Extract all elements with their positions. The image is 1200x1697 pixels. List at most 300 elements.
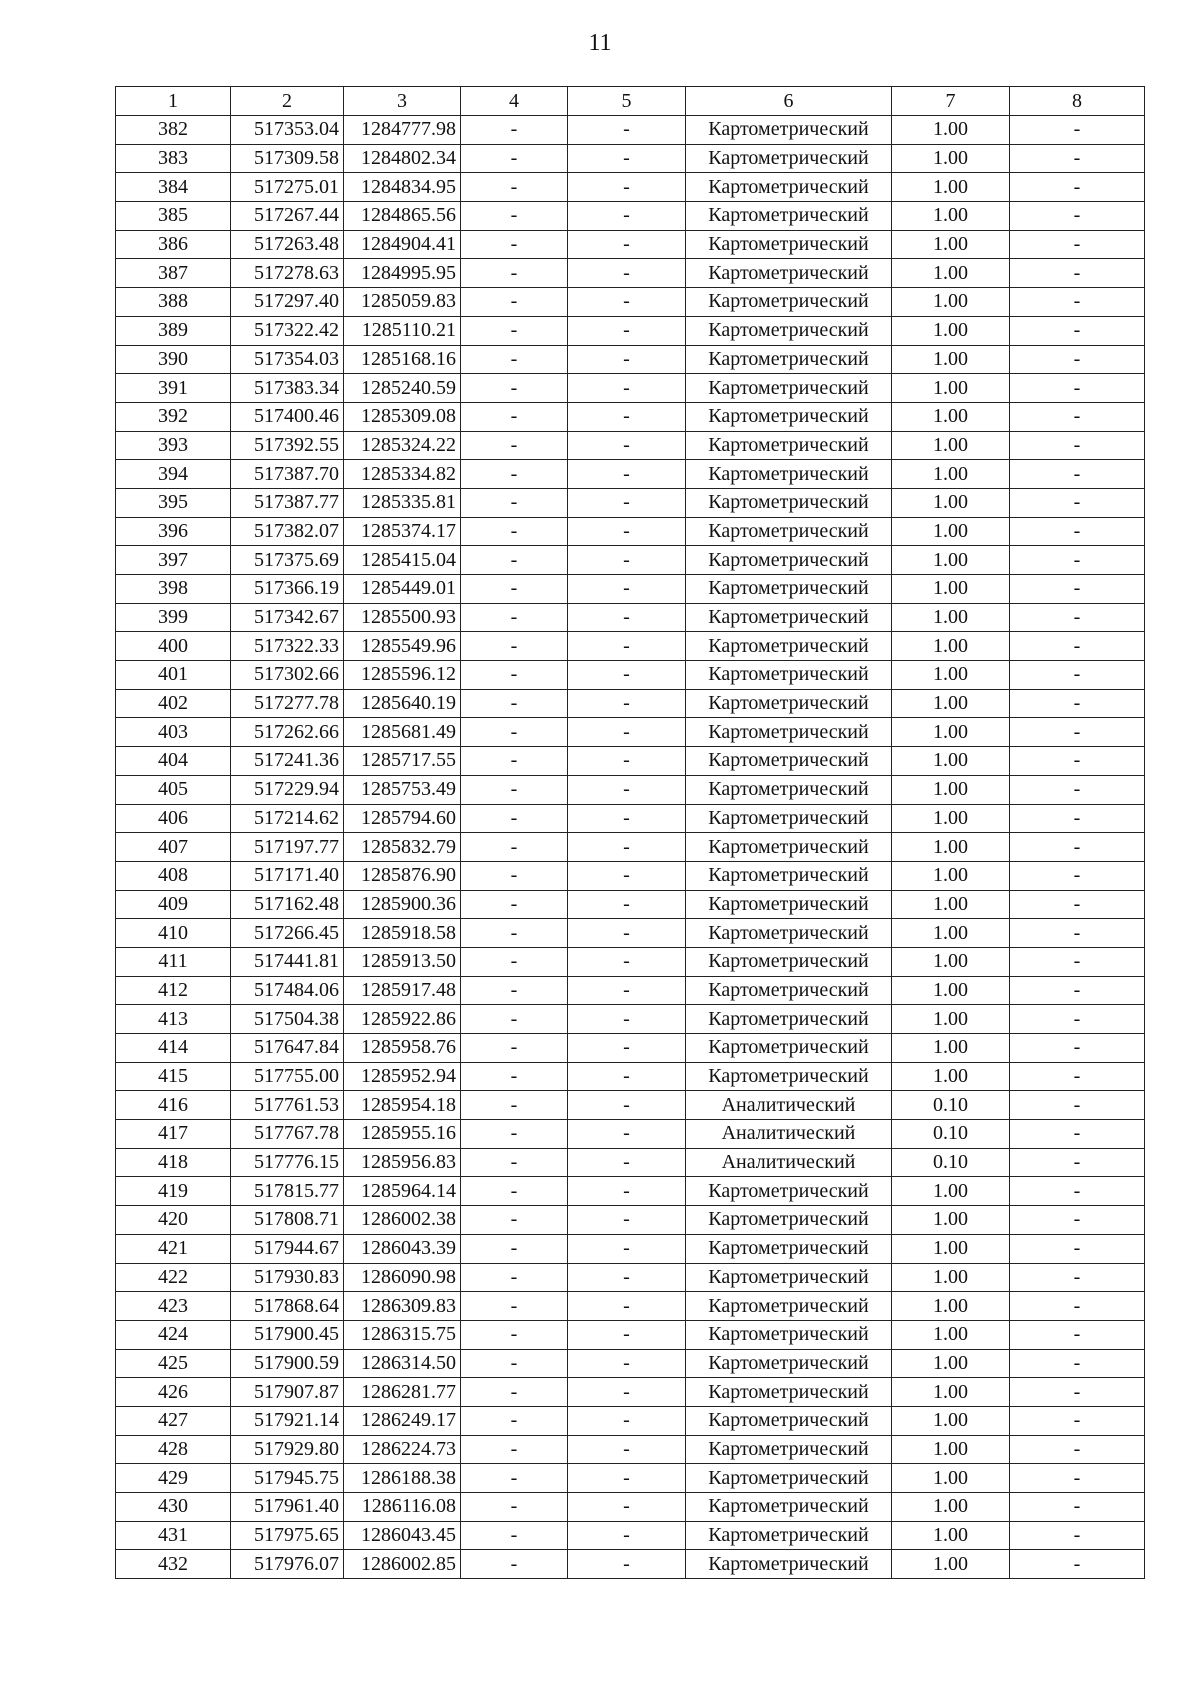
coord-x-cell: 517387.77 <box>231 488 344 517</box>
table-body <box>116 116 1145 1579</box>
coord-x-cell: 517900.45 <box>231 1320 344 1349</box>
coord-y-cell: 1284802.34 <box>344 144 461 173</box>
table-row <box>116 431 1145 460</box>
table-row <box>116 1005 1145 1034</box>
col8-value-cell: - <box>1010 1177 1145 1206</box>
accuracy-cell: 1.00 <box>892 890 1010 919</box>
table-row <box>116 1349 1145 1378</box>
col4-value-cell: - <box>461 1034 568 1063</box>
coord-x-cell: 517197.77 <box>231 833 344 862</box>
col8-value-cell: - <box>1010 144 1145 173</box>
col4-value-cell: - <box>461 546 568 575</box>
coord-x-cell: 517761.53 <box>231 1091 344 1120</box>
coord-y-cell: 1285334.82 <box>344 460 461 489</box>
col5-value-cell: - <box>568 259 686 288</box>
point-number-cell: 397 <box>116 546 231 575</box>
coord-y-cell: 1286281.77 <box>344 1378 461 1407</box>
method-cell: Картометрический <box>686 632 892 661</box>
col5-value-cell: - <box>568 1177 686 1206</box>
col4-value-cell: - <box>461 202 568 231</box>
coord-x-cell: 517907.87 <box>231 1378 344 1407</box>
method-cell: Картометрический <box>686 1406 892 1435</box>
coord-x-cell: 517214.62 <box>231 804 344 833</box>
col5-value-cell: - <box>568 603 686 632</box>
col8-value-cell: - <box>1010 1550 1145 1579</box>
col4-value-cell: - <box>461 1234 568 1263</box>
coord-x-cell: 517241.36 <box>231 747 344 776</box>
accuracy-cell: 1.00 <box>892 1177 1010 1206</box>
accuracy-cell: 1.00 <box>892 173 1010 202</box>
coord-x-cell: 517277.78 <box>231 689 344 718</box>
coord-y-cell: 1286090.98 <box>344 1263 461 1292</box>
col5-value-cell: - <box>568 431 686 460</box>
coord-x-cell: 517930.83 <box>231 1263 344 1292</box>
point-number-cell: 430 <box>116 1493 231 1522</box>
coord-y-cell: 1285954.18 <box>344 1091 461 1120</box>
col5-value-cell: - <box>568 861 686 890</box>
method-cell: Картометрический <box>686 288 892 317</box>
coord-x-cell: 517366.19 <box>231 575 344 604</box>
table-row <box>116 1464 1145 1493</box>
method-cell: Картометрический <box>686 575 892 604</box>
point-number-cell: 387 <box>116 259 231 288</box>
coord-x-cell: 517944.67 <box>231 1234 344 1263</box>
col4-value-cell: - <box>461 1292 568 1321</box>
point-number-cell: 420 <box>116 1206 231 1235</box>
coord-x-cell: 517755.00 <box>231 1062 344 1091</box>
coord-y-cell: 1286314.50 <box>344 1349 461 1378</box>
accuracy-cell: 1.00 <box>892 288 1010 317</box>
table-row <box>116 345 1145 374</box>
accuracy-cell: 0.10 <box>892 1091 1010 1120</box>
method-cell: Картометрический <box>686 775 892 804</box>
col8-value-cell: - <box>1010 1320 1145 1349</box>
method-cell: Картометрический <box>686 947 892 976</box>
col4-value-cell: - <box>461 460 568 489</box>
coord-y-cell: 1285794.60 <box>344 804 461 833</box>
col8-value-cell: - <box>1010 1406 1145 1435</box>
coord-x-cell: 517322.42 <box>231 316 344 345</box>
col4-value-cell: - <box>461 1521 568 1550</box>
point-number-cell: 422 <box>116 1263 231 1292</box>
table-row <box>116 1234 1145 1263</box>
accuracy-cell: 1.00 <box>892 431 1010 460</box>
col5-value-cell: - <box>568 488 686 517</box>
coord-y-cell: 1286043.39 <box>344 1234 461 1263</box>
coord-y-cell: 1285952.94 <box>344 1062 461 1091</box>
method-cell: Картометрический <box>686 316 892 345</box>
method-cell: Аналитический <box>686 1120 892 1149</box>
method-cell: Картометрический <box>686 1550 892 1579</box>
table-row <box>116 1148 1145 1177</box>
col4-value-cell: - <box>461 1005 568 1034</box>
accuracy-cell: 1.00 <box>892 1263 1010 1292</box>
coord-x-cell: 517504.38 <box>231 1005 344 1034</box>
coord-x-cell: 517309.58 <box>231 144 344 173</box>
col5-value-cell: - <box>568 689 686 718</box>
col4-value-cell: - <box>461 947 568 976</box>
col4-value-cell: - <box>461 1148 568 1177</box>
accuracy-cell: 1.00 <box>892 1378 1010 1407</box>
coord-x-cell: 517776.15 <box>231 1148 344 1177</box>
method-cell: Картометрический <box>686 1349 892 1378</box>
col5-value-cell: - <box>568 775 686 804</box>
coord-x-cell: 517342.67 <box>231 603 344 632</box>
col5-value-cell: - <box>568 1550 686 1579</box>
col5-value-cell: - <box>568 316 686 345</box>
coord-y-cell: 1284777.98 <box>344 116 461 145</box>
col8-value-cell: - <box>1010 861 1145 890</box>
coord-x-cell: 517808.71 <box>231 1206 344 1235</box>
col8-value-cell: - <box>1010 1349 1145 1378</box>
coord-y-cell: 1285500.93 <box>344 603 461 632</box>
col4-value-cell: - <box>461 431 568 460</box>
accuracy-cell: 1.00 <box>892 1435 1010 1464</box>
point-number-cell: 414 <box>116 1034 231 1063</box>
col5-value-cell: - <box>568 288 686 317</box>
coord-y-cell: 1285374.17 <box>344 517 461 546</box>
col4-value-cell: - <box>461 173 568 202</box>
point-number-cell: 388 <box>116 288 231 317</box>
col8-value-cell: - <box>1010 661 1145 690</box>
table-row <box>116 1263 1145 1292</box>
table-row <box>116 1091 1145 1120</box>
coord-y-cell: 1285955.16 <box>344 1120 461 1149</box>
col8-value-cell: - <box>1010 259 1145 288</box>
col4-value-cell: - <box>461 1091 568 1120</box>
method-cell: Картометрический <box>686 1062 892 1091</box>
col8-value-cell: - <box>1010 1120 1145 1149</box>
col5-value-cell: - <box>568 116 686 145</box>
method-cell: Картометрический <box>686 144 892 173</box>
col5-value-cell: - <box>568 1034 686 1063</box>
accuracy-cell: 1.00 <box>892 1550 1010 1579</box>
point-number-cell: 400 <box>116 632 231 661</box>
col4-value-cell: - <box>461 1320 568 1349</box>
table-row <box>116 316 1145 345</box>
method-cell: Картометрический <box>686 345 892 374</box>
col4-value-cell: - <box>461 718 568 747</box>
col5-value-cell: - <box>568 517 686 546</box>
coord-x-cell: 517921.14 <box>231 1406 344 1435</box>
coord-x-cell: 517229.94 <box>231 775 344 804</box>
col5-value-cell: - <box>568 1378 686 1407</box>
col8-value-cell: - <box>1010 431 1145 460</box>
method-cell: Картометрический <box>686 890 892 919</box>
col4-value-cell: - <box>461 804 568 833</box>
col4-value-cell: - <box>461 316 568 345</box>
column-header: 8 <box>1010 87 1145 116</box>
point-number-cell: 413 <box>116 1005 231 1034</box>
coord-y-cell: 1286002.85 <box>344 1550 461 1579</box>
col4-value-cell: - <box>461 919 568 948</box>
point-number-cell: 384 <box>116 173 231 202</box>
point-number-cell: 406 <box>116 804 231 833</box>
point-number-cell: 385 <box>116 202 231 231</box>
col5-value-cell: - <box>568 345 686 374</box>
method-cell: Картометрический <box>686 460 892 489</box>
table-row <box>116 1550 1145 1579</box>
accuracy-cell: 1.00 <box>892 1521 1010 1550</box>
coord-y-cell: 1286309.83 <box>344 1292 461 1321</box>
point-number-cell: 421 <box>116 1234 231 1263</box>
col4-value-cell: - <box>461 833 568 862</box>
col5-value-cell: - <box>568 919 686 948</box>
method-cell: Картометрический <box>686 1435 892 1464</box>
col8-value-cell: - <box>1010 546 1145 575</box>
col5-value-cell: - <box>568 632 686 661</box>
point-number-cell: 411 <box>116 947 231 976</box>
col8-value-cell: - <box>1010 402 1145 431</box>
coord-x-cell: 517900.59 <box>231 1349 344 1378</box>
accuracy-cell: 1.00 <box>892 116 1010 145</box>
coord-x-cell: 517266.45 <box>231 919 344 948</box>
col5-value-cell: - <box>568 1091 686 1120</box>
point-number-cell: 410 <box>116 919 231 948</box>
table-row <box>116 288 1145 317</box>
col4-value-cell: - <box>461 661 568 690</box>
point-number-cell: 428 <box>116 1435 231 1464</box>
coord-x-cell: 517354.03 <box>231 345 344 374</box>
coord-y-cell: 1285913.50 <box>344 947 461 976</box>
method-cell: Картометрический <box>686 833 892 862</box>
table-row <box>116 575 1145 604</box>
col5-value-cell: - <box>568 575 686 604</box>
coord-y-cell: 1285681.49 <box>344 718 461 747</box>
point-number-cell: 418 <box>116 1148 231 1177</box>
accuracy-cell: 1.00 <box>892 517 1010 546</box>
accuracy-cell: 1.00 <box>892 1406 1010 1435</box>
accuracy-cell: 1.00 <box>892 947 1010 976</box>
coord-x-cell: 517278.63 <box>231 259 344 288</box>
coord-x-cell: 517353.04 <box>231 116 344 145</box>
accuracy-cell: 1.00 <box>892 661 1010 690</box>
col5-value-cell: - <box>568 833 686 862</box>
col5-value-cell: - <box>568 1120 686 1149</box>
method-cell: Картометрический <box>686 1493 892 1522</box>
col4-value-cell: - <box>461 345 568 374</box>
accuracy-cell: 1.00 <box>892 488 1010 517</box>
point-number-cell: 398 <box>116 575 231 604</box>
method-cell: Картометрический <box>686 976 892 1005</box>
col4-value-cell: - <box>461 603 568 632</box>
col8-value-cell: - <box>1010 1206 1145 1235</box>
col8-value-cell: - <box>1010 1148 1145 1177</box>
col4-value-cell: - <box>461 1120 568 1149</box>
coord-y-cell: 1285958.76 <box>344 1034 461 1063</box>
table-row <box>116 747 1145 776</box>
column-header: 5 <box>568 87 686 116</box>
method-cell: Картометрический <box>686 1521 892 1550</box>
coord-x-cell: 517975.65 <box>231 1521 344 1550</box>
col4-value-cell: - <box>461 1263 568 1292</box>
col4-value-cell: - <box>461 1378 568 1407</box>
point-number-cell: 395 <box>116 488 231 517</box>
method-cell: Картометрический <box>686 1378 892 1407</box>
coord-y-cell: 1285110.21 <box>344 316 461 345</box>
method-cell: Картометрический <box>686 689 892 718</box>
coord-y-cell: 1285168.16 <box>344 345 461 374</box>
col5-value-cell: - <box>568 1148 686 1177</box>
col8-value-cell: - <box>1010 230 1145 259</box>
accuracy-cell: 1.00 <box>892 546 1010 575</box>
accuracy-cell: 1.00 <box>892 861 1010 890</box>
point-number-cell: 393 <box>116 431 231 460</box>
coord-x-cell: 517647.84 <box>231 1034 344 1063</box>
point-number-cell: 396 <box>116 517 231 546</box>
point-number-cell: 417 <box>116 1120 231 1149</box>
method-cell: Картометрический <box>686 431 892 460</box>
method-cell: Картометрический <box>686 116 892 145</box>
col5-value-cell: - <box>568 661 686 690</box>
accuracy-cell: 1.00 <box>892 1062 1010 1091</box>
coord-y-cell: 1285596.12 <box>344 661 461 690</box>
column-header: 6 <box>686 87 892 116</box>
col8-value-cell: - <box>1010 1378 1145 1407</box>
point-number-cell: 382 <box>116 116 231 145</box>
col5-value-cell: - <box>568 202 686 231</box>
col8-value-cell: - <box>1010 288 1145 317</box>
method-cell: Аналитический <box>686 1091 892 1120</box>
point-number-cell: 392 <box>116 402 231 431</box>
col5-value-cell: - <box>568 804 686 833</box>
col8-value-cell: - <box>1010 804 1145 833</box>
table-header-row <box>116 87 1145 116</box>
point-number-cell: 408 <box>116 861 231 890</box>
method-cell: Картометрический <box>686 1320 892 1349</box>
table-row <box>116 919 1145 948</box>
col5-value-cell: - <box>568 947 686 976</box>
col8-value-cell: - <box>1010 976 1145 1005</box>
col4-value-cell: - <box>461 976 568 1005</box>
method-cell: Картометрический <box>686 546 892 575</box>
col4-value-cell: - <box>461 775 568 804</box>
accuracy-cell: 0.10 <box>892 1120 1010 1149</box>
coord-x-cell: 517262.66 <box>231 718 344 747</box>
point-number-cell: 391 <box>116 374 231 403</box>
col5-value-cell: - <box>568 1406 686 1435</box>
col8-value-cell: - <box>1010 747 1145 776</box>
method-cell: Аналитический <box>686 1148 892 1177</box>
table-row <box>116 1493 1145 1522</box>
table-row <box>116 1378 1145 1407</box>
coord-y-cell: 1286315.75 <box>344 1320 461 1349</box>
coordinates-table <box>115 86 1145 1579</box>
accuracy-cell: 1.00 <box>892 603 1010 632</box>
col5-value-cell: - <box>568 1493 686 1522</box>
coord-x-cell: 517387.70 <box>231 460 344 489</box>
coord-x-cell: 517392.55 <box>231 431 344 460</box>
coord-x-cell: 517302.66 <box>231 661 344 690</box>
point-number-cell: 412 <box>116 976 231 1005</box>
col4-value-cell: - <box>461 374 568 403</box>
method-cell: Картометрический <box>686 1464 892 1493</box>
table-row <box>116 1292 1145 1321</box>
col5-value-cell: - <box>568 402 686 431</box>
table-row <box>116 144 1145 173</box>
table-row <box>116 402 1145 431</box>
table-row <box>116 1521 1145 1550</box>
col8-value-cell: - <box>1010 632 1145 661</box>
coord-x-cell: 517267.44 <box>231 202 344 231</box>
point-number-cell: 427 <box>116 1406 231 1435</box>
coord-y-cell: 1286116.08 <box>344 1493 461 1522</box>
accuracy-cell: 1.00 <box>892 632 1010 661</box>
col8-value-cell: - <box>1010 1062 1145 1091</box>
point-number-cell: 429 <box>116 1464 231 1493</box>
method-cell: Картометрический <box>686 661 892 690</box>
coord-y-cell: 1285832.79 <box>344 833 461 862</box>
col4-value-cell: - <box>461 230 568 259</box>
coord-x-cell: 517400.46 <box>231 402 344 431</box>
column-header: 4 <box>461 87 568 116</box>
coord-y-cell: 1285917.48 <box>344 976 461 1005</box>
col8-value-cell: - <box>1010 575 1145 604</box>
point-number-cell: 409 <box>116 890 231 919</box>
table-row <box>116 689 1145 718</box>
column-header: 2 <box>231 87 344 116</box>
coord-x-cell: 517484.06 <box>231 976 344 1005</box>
coord-y-cell: 1285956.83 <box>344 1148 461 1177</box>
col8-value-cell: - <box>1010 919 1145 948</box>
method-cell: Картометрический <box>686 402 892 431</box>
table-row <box>116 603 1145 632</box>
method-cell: Картометрический <box>686 1177 892 1206</box>
point-number-cell: 394 <box>116 460 231 489</box>
col5-value-cell: - <box>568 1320 686 1349</box>
col4-value-cell: - <box>461 288 568 317</box>
point-number-cell: 432 <box>116 1550 231 1579</box>
col5-value-cell: - <box>568 230 686 259</box>
coord-y-cell: 1284995.95 <box>344 259 461 288</box>
method-cell: Картометрический <box>686 517 892 546</box>
col8-value-cell: - <box>1010 460 1145 489</box>
point-number-cell: 386 <box>116 230 231 259</box>
accuracy-cell: 1.00 <box>892 1234 1010 1263</box>
accuracy-cell: 0.10 <box>892 1148 1010 1177</box>
col8-value-cell: - <box>1010 718 1145 747</box>
accuracy-cell: 1.00 <box>892 919 1010 948</box>
method-cell: Картометрический <box>686 1263 892 1292</box>
accuracy-cell: 1.00 <box>892 230 1010 259</box>
accuracy-cell: 1.00 <box>892 575 1010 604</box>
accuracy-cell: 1.00 <box>892 775 1010 804</box>
coord-x-cell: 517275.01 <box>231 173 344 202</box>
point-number-cell: 424 <box>116 1320 231 1349</box>
col8-value-cell: - <box>1010 202 1145 231</box>
table-row <box>116 661 1145 690</box>
coord-y-cell: 1285640.19 <box>344 689 461 718</box>
table-row <box>116 1435 1145 1464</box>
col4-value-cell: - <box>461 116 568 145</box>
method-cell: Картометрический <box>686 1005 892 1034</box>
col4-value-cell: - <box>461 1206 568 1235</box>
method-cell: Картометрический <box>686 1292 892 1321</box>
col8-value-cell: - <box>1010 1263 1145 1292</box>
table-row <box>116 1406 1145 1435</box>
coord-x-cell: 517263.48 <box>231 230 344 259</box>
column-header: 7 <box>892 87 1010 116</box>
point-number-cell: 419 <box>116 1177 231 1206</box>
col8-value-cell: - <box>1010 775 1145 804</box>
col8-value-cell: - <box>1010 1034 1145 1063</box>
table-row <box>116 1062 1145 1091</box>
col5-value-cell: - <box>568 718 686 747</box>
col5-value-cell: - <box>568 1521 686 1550</box>
col4-value-cell: - <box>461 1464 568 1493</box>
col4-value-cell: - <box>461 517 568 546</box>
method-cell: Картометрический <box>686 1234 892 1263</box>
